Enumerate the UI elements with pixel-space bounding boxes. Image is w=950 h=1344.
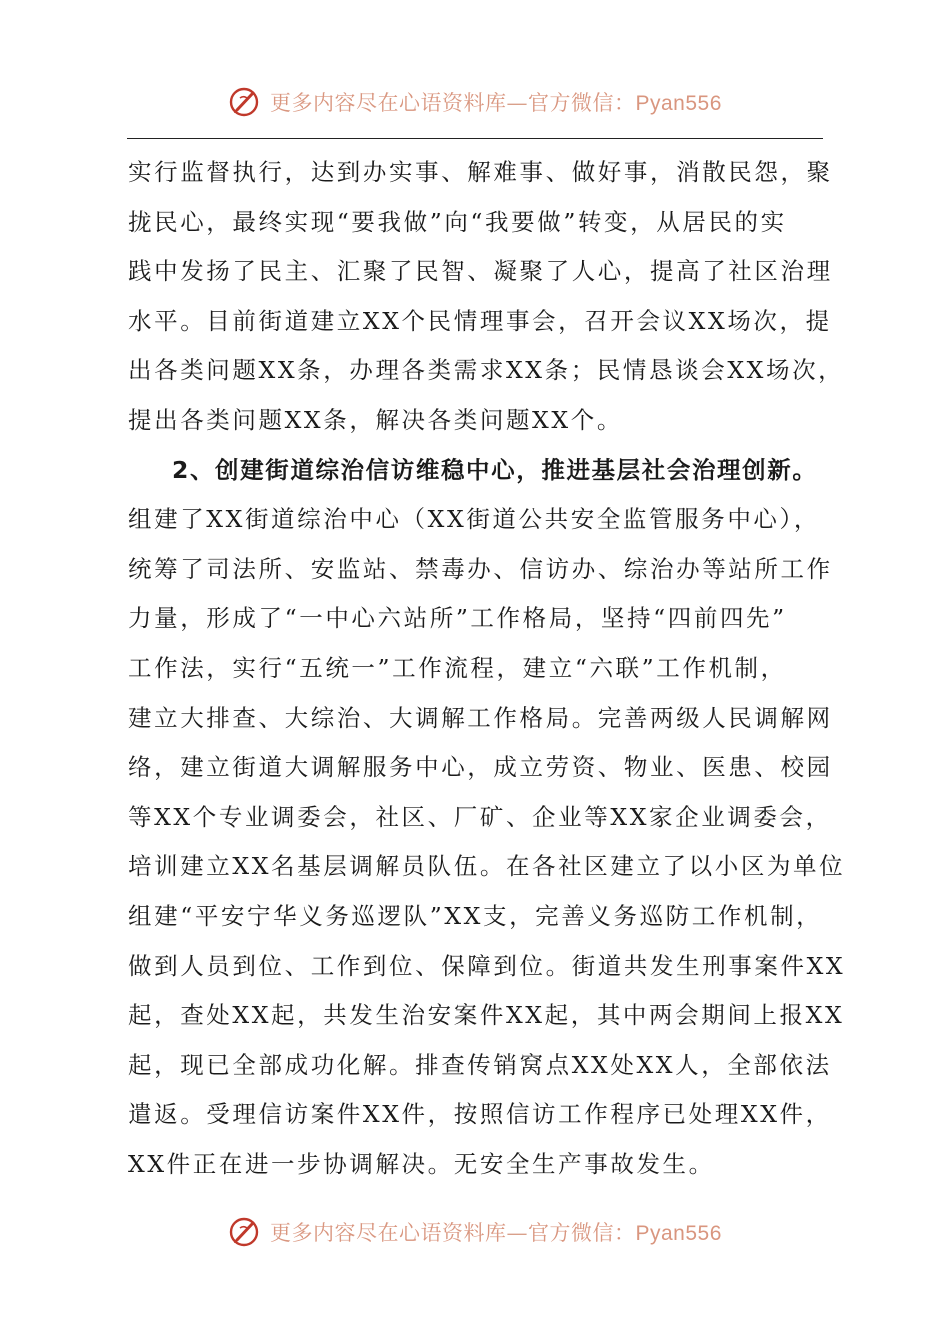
watermark-brand: 更多内容尽在心语资料库 (270, 91, 507, 115)
text-line: 做到人员到位、工作到位、保障到位。街道共发生刑事案件XX (128, 951, 846, 980)
pen-seal-logo-icon (228, 85, 262, 119)
text-line: XX件正在进一步协调解决。无安全生产事故发生。 (128, 1149, 715, 1178)
text-line: 实行监督执行，达到办实事、解难事、做好事，消散民怨，聚 (128, 158, 833, 186)
text-line: 等XX个专业调委会，社区、厂矿、企业等XX家企业调委会， (128, 802, 832, 831)
text-line: 提出各类问题XX条，解决各类问题XX个。 (128, 405, 623, 434)
pen-seal-logo-icon (228, 1215, 262, 1249)
text-line: 建立大排查、大综治、大调解工作格局。完善两级人民调解网 (128, 703, 833, 732)
text-line: 水平。目前街道建立XX个民情理事会，召开会议XX场次，提 (128, 306, 832, 335)
watermark-label: 官方微信： (528, 91, 636, 115)
watermark-dash: — (506, 1221, 528, 1245)
text-line: 遣返。受理信访案件XX件，按照信访工作程序已处理XX件， (128, 1100, 832, 1129)
text-line: 络，建立街道大调解服务中心，成立劳资、物业、医患、校园 (128, 753, 833, 782)
text-line: 统筹了司法所、安监站、禁毒办、信访办、综治办等站所工作 (128, 554, 833, 583)
header-watermark (0, 80, 950, 124)
watermark-label: 官方微信： (528, 1221, 636, 1245)
text-line: 起，现已全部成功化解。排查传销窝点XX处XX人，全部依法 (128, 1050, 832, 1079)
header-divider (127, 138, 823, 139)
text-line: 力量，形成了“一中心六站所”工作格局，坚持“四前四先” (128, 604, 787, 633)
watermark-dash: — (506, 91, 528, 115)
text-line: 拢民心，最终实现“要我做”向“我要做”转变，从居民的实 (128, 207, 787, 236)
text-line: 起，查处XX起，共发生治安案件XX起，其中两会期间上报XX (128, 1001, 845, 1030)
footer-watermark (0, 1210, 950, 1254)
text-line: 践中发扬了民主、汇聚了民智、凝聚了人心，提高了社区治理 (128, 257, 833, 286)
text-line: 出各类问题XX条，办理各类需求XX条；民情恳谈会XX场次， (128, 356, 845, 385)
text-line: 工作法，实行“五统一”工作流程，建立“六联”工作机制， (128, 653, 787, 682)
text-line: 组建了XX街道综治中心（XX街道公共安全监管服务中心）， (128, 505, 820, 534)
watermark-text (270, 87, 722, 117)
text-line: 组建“平安宁华义务巡逻队”XX支，完善义务巡防工作机制， (128, 901, 823, 930)
document-body (128, 148, 846, 1189)
watermark-brand: 更多内容尽在心语资料库 (270, 1221, 507, 1245)
text-line: 培训建立XX名基层调解员队伍。在各社区建立了以小区为单位 (128, 852, 846, 881)
watermark-account: Pyan556 (635, 1222, 722, 1245)
section-heading: 2、创建街道综治信访维稳中心，推进基层社会治理创新。 (172, 455, 818, 484)
watermark-text (270, 1217, 722, 1247)
watermark-account: Pyan556 (635, 92, 722, 115)
